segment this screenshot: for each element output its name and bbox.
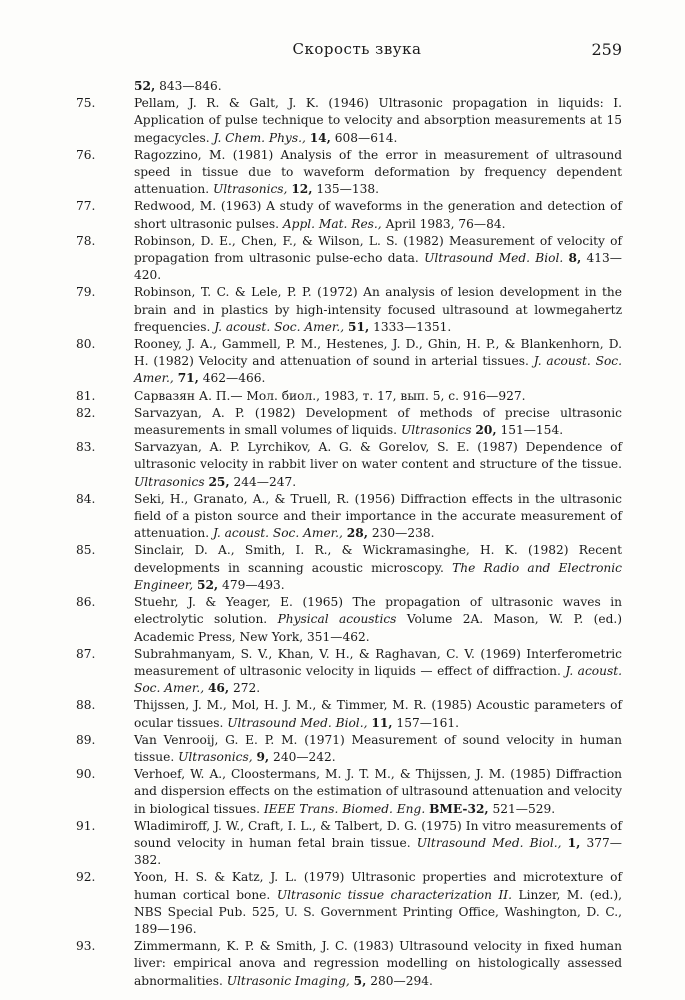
reference-pages: 462—466. — [198, 371, 266, 386]
reference-item — [76, 646, 622, 698]
reference-number: 89. — [76, 732, 96, 747]
journal-title: Ultrasonic Imaging, — [226, 973, 350, 988]
reference-item — [76, 147, 622, 199]
reference-number: 90. — [76, 767, 96, 782]
volume-number: 11, — [371, 715, 393, 730]
reference-text: Robinson, D. E., Chen, F., & Wilson, L. S. (1982) Measurement of velocity of propagation from ultrasonic pulse-echo data. — [134, 233, 622, 266]
reference-number: 77. — [76, 199, 96, 214]
journal-title: J. acoust. Soc. Amer., — [212, 526, 343, 541]
reference-pages: 521—529. — [488, 801, 556, 816]
reference-item — [76, 388, 622, 405]
journal-title: Physical acoustics — [277, 612, 397, 627]
reference-text: Thijssen, J. M., Mol, H. J. M., & Timmer, M. R. (1985) Acoustic parameters of ocular tissues. — [134, 698, 622, 730]
journal-title: Ultrasonics — [400, 423, 472, 438]
reference-continuation — [76, 78, 622, 95]
reference-pages: 244—247. — [229, 474, 297, 489]
journal-title: Ultrasound Med. Biol., — [227, 715, 368, 730]
volume-number: 28, — [346, 526, 369, 541]
journal-title: J. Chem. Phys., — [213, 130, 306, 145]
reference-pages: 272. — [229, 681, 261, 696]
reference-item — [76, 732, 622, 766]
reference-text: Seki, H., Granato, A., & Truell, R. (1956) Diffraction effects in the ultrasonic field of a piston source and their importance in the accurate measurement of attenuation. — [134, 491, 622, 541]
reference-pages: April 1983, 76—84. — [385, 216, 506, 231]
reference-text: Subrahmanyam, S. V., Khan, V. H., & Raghavan, C. V. (1969) Interferometric measurement of ultrasonic velocity in liquids — effect of diffraction. — [134, 646, 622, 678]
journal-title: J. acoust. Soc. Amer., — [134, 663, 622, 696]
page-range: 843—846. — [155, 79, 222, 93]
reference-item — [76, 198, 622, 232]
reference-pages: 479—493. — [218, 577, 285, 592]
journal-title: Ultrasonic tissue characterization II. — [276, 887, 512, 902]
reference-item — [76, 336, 622, 388]
page-number: 259 — [591, 40, 622, 59]
journal-title: Ultrasonics — [134, 474, 205, 489]
reference-number: 81. — [76, 388, 96, 403]
reference-item — [76, 405, 622, 439]
reference-pages: 230—238. — [368, 526, 435, 541]
reference-text: Verhoef, W. A., Cloostermans, M. J. T. M., & Thijssen, J. M. (1985) Diffraction and dispersion effects on the estimation of ultrasound attenuation and velocity in biological tissues. — [134, 767, 622, 816]
reference-item — [76, 818, 622, 870]
reference-item — [76, 594, 622, 646]
reference-number: 79. — [76, 285, 96, 300]
journal-title: Ultrasonics, — [178, 749, 253, 764]
volume-number: BME-32, — [429, 801, 489, 816]
volume-number: 14, — [309, 130, 331, 145]
reference-number: 93. — [76, 939, 96, 954]
reference-items — [76, 95, 622, 990]
reference-pages: 151—154. — [496, 423, 564, 438]
reference-pages: 135—138. — [312, 182, 379, 197]
reference-number: 80. — [76, 337, 96, 352]
volume-number: 5, — [353, 973, 367, 988]
reference-item — [76, 233, 622, 285]
reference-item — [76, 766, 622, 818]
reference-number: 84. — [76, 491, 96, 506]
reference-text: Sarvazyan, A. P. (1982) Development of methods of precise ultrasonic measurements in small volumes of liquids. — [134, 405, 622, 438]
reference-item — [76, 542, 622, 594]
reference-text: Robinson, T. C. & Lele, P. P. (1972) An analysis of lesion development in the brain and in plastics by high-intensity focused ultrasound at lowmegahertz frequencies. — [134, 285, 622, 334]
volume-number: 8, — [568, 251, 582, 266]
volume-number: 51, — [348, 319, 370, 334]
reference-number: 88. — [76, 698, 96, 713]
journal-title: J. acoust. Soc. Amer., — [134, 354, 622, 386]
reference-text: Rooney, J. A., Gammell, P. M., Hestenes, J. D., Ghin, H. P., & Blankenhorn, D. H. (1982) Velocity and attenuation of sound in arterial tissues. — [134, 337, 622, 369]
reference-number: 78. — [76, 233, 96, 248]
reference-text: Van Venrooij, G. E. P. M. (1971) Measurement of sound velocity in human tissue. — [134, 732, 622, 764]
journal-title: Ultrasound Med. Biol., — [416, 835, 562, 850]
reference-number: 75. — [76, 96, 96, 111]
reference-item — [76, 869, 622, 938]
reference-text: Ragozzino, M. (1981) Analysis of the error in measurement of ultrasound speed in tissue due to waveform deformation by frequency dependent attenuation. — [134, 147, 622, 197]
reference-text: Wladimiroff, J. W., Craft, I. L., & Talbert, D. G. (1975) In vitro measurements of sound velocity in human fetal brain tissue. — [134, 818, 622, 850]
journal-title: Ultrasound Med. Biol. — [424, 251, 564, 266]
reference-number: 82. — [76, 405, 96, 420]
reference-number: 91. — [76, 818, 96, 833]
volume-number: 1, — [567, 835, 581, 850]
volume-number: 25, — [208, 474, 230, 489]
volume-number: 52, — [134, 79, 156, 93]
volume-number: 20, — [475, 423, 497, 438]
volume-number: 71, — [177, 371, 199, 386]
reference-pages: Volume 2A. Mason, W. P. (ed.) Academic Press, New York, 351—462. — [134, 612, 623, 644]
running-title: Скорость звука — [292, 40, 422, 58]
journal-title: Appl. Mat. Res., — [282, 216, 382, 231]
reference-item — [76, 284, 622, 336]
reference-number: 86. — [76, 595, 96, 610]
reference-text: Sarvazyan, A. P. Lyrchikov, A. G. & Gorelov, S. E. (1987) Dependence of ultrasonic velocity in rabbit liver on water content and structure of the tissue. — [134, 440, 622, 472]
reference-item — [76, 95, 622, 147]
journal-title: Ultrasonics, — [212, 182, 288, 197]
reference-number: 83. — [76, 440, 96, 455]
reference-text: Pellam, J. R. & Galt, J. K. (1946) Ultrasonic propagation in liquids: I. Application of pulse technique to velocity and absorption measurements at 15 megacycles. — [134, 96, 622, 145]
reference-pages: 377—382. — [134, 835, 622, 868]
reference-pages: 157—161. — [392, 715, 460, 730]
reference-text: Yoon, H. S. & Katz, J. L. (1979) Ultrasonic properties and microtexture of human cortical bone. — [134, 870, 622, 902]
reference-text: Сарвазян А. П.— Мол. биол., 1983, т. 17, вып. 5, с. 916—927. — [134, 388, 526, 403]
volume-number: 12, — [291, 182, 313, 197]
reference-pages: Linzer, M. (ed.), NBS Special Pub. 525, U. S. Government Printing Office, Washington, D. C., 189—196. — [134, 887, 622, 936]
reference-text: Sinclair, D. A., Smith, I. R., & Wickramasinghe, H. K. (1982) Recent developments in scanning acoustic microscopy. — [134, 543, 622, 575]
reference-text: Stuehr, J. & Yeager, E. (1965) The propagation of ultrasonic waves in electrolytic solution. — [134, 595, 622, 627]
reference-pages: 1333—1351. — [369, 319, 452, 334]
reference-number: 92. — [76, 870, 96, 885]
reference-number: 87. — [76, 646, 96, 661]
reference-list — [76, 78, 622, 990]
reference-text: Redwood, M. (1963) A study of waveforms in the generation and detection of short ultrasonic pulses. — [134, 199, 622, 231]
volume-number: 46, — [207, 681, 230, 696]
journal-title: J. acoust. Soc. Amer., — [214, 319, 345, 334]
reference-text: Zimmermann, K. P. & Smith, J. C. (1983) Ultrasound velocity in fixed human liver: empirical anova and regression modelling on histologically assessed abnormalities. — [134, 939, 622, 988]
reference-item — [76, 938, 622, 990]
reference-pages: 240—242. — [269, 749, 336, 764]
reference-pages: 608—614. — [330, 130, 398, 145]
journal-title: IEEE Trans. Biomed. Eng. — [263, 801, 426, 816]
journal-title: The Radio and Electronic Engineer, — [134, 560, 622, 592]
volume-number: 9, — [256, 749, 270, 764]
reference-item — [76, 491, 622, 543]
reference-pages: 280—294. — [366, 973, 433, 988]
reference-number: 85. — [76, 543, 96, 558]
running-head — [92, 40, 622, 62]
reference-item — [76, 697, 622, 731]
reference-item — [76, 439, 622, 491]
volume-number: 52, — [196, 577, 219, 592]
reference-pages: 413—420. — [134, 251, 622, 283]
reference-number: 76. — [76, 147, 96, 162]
